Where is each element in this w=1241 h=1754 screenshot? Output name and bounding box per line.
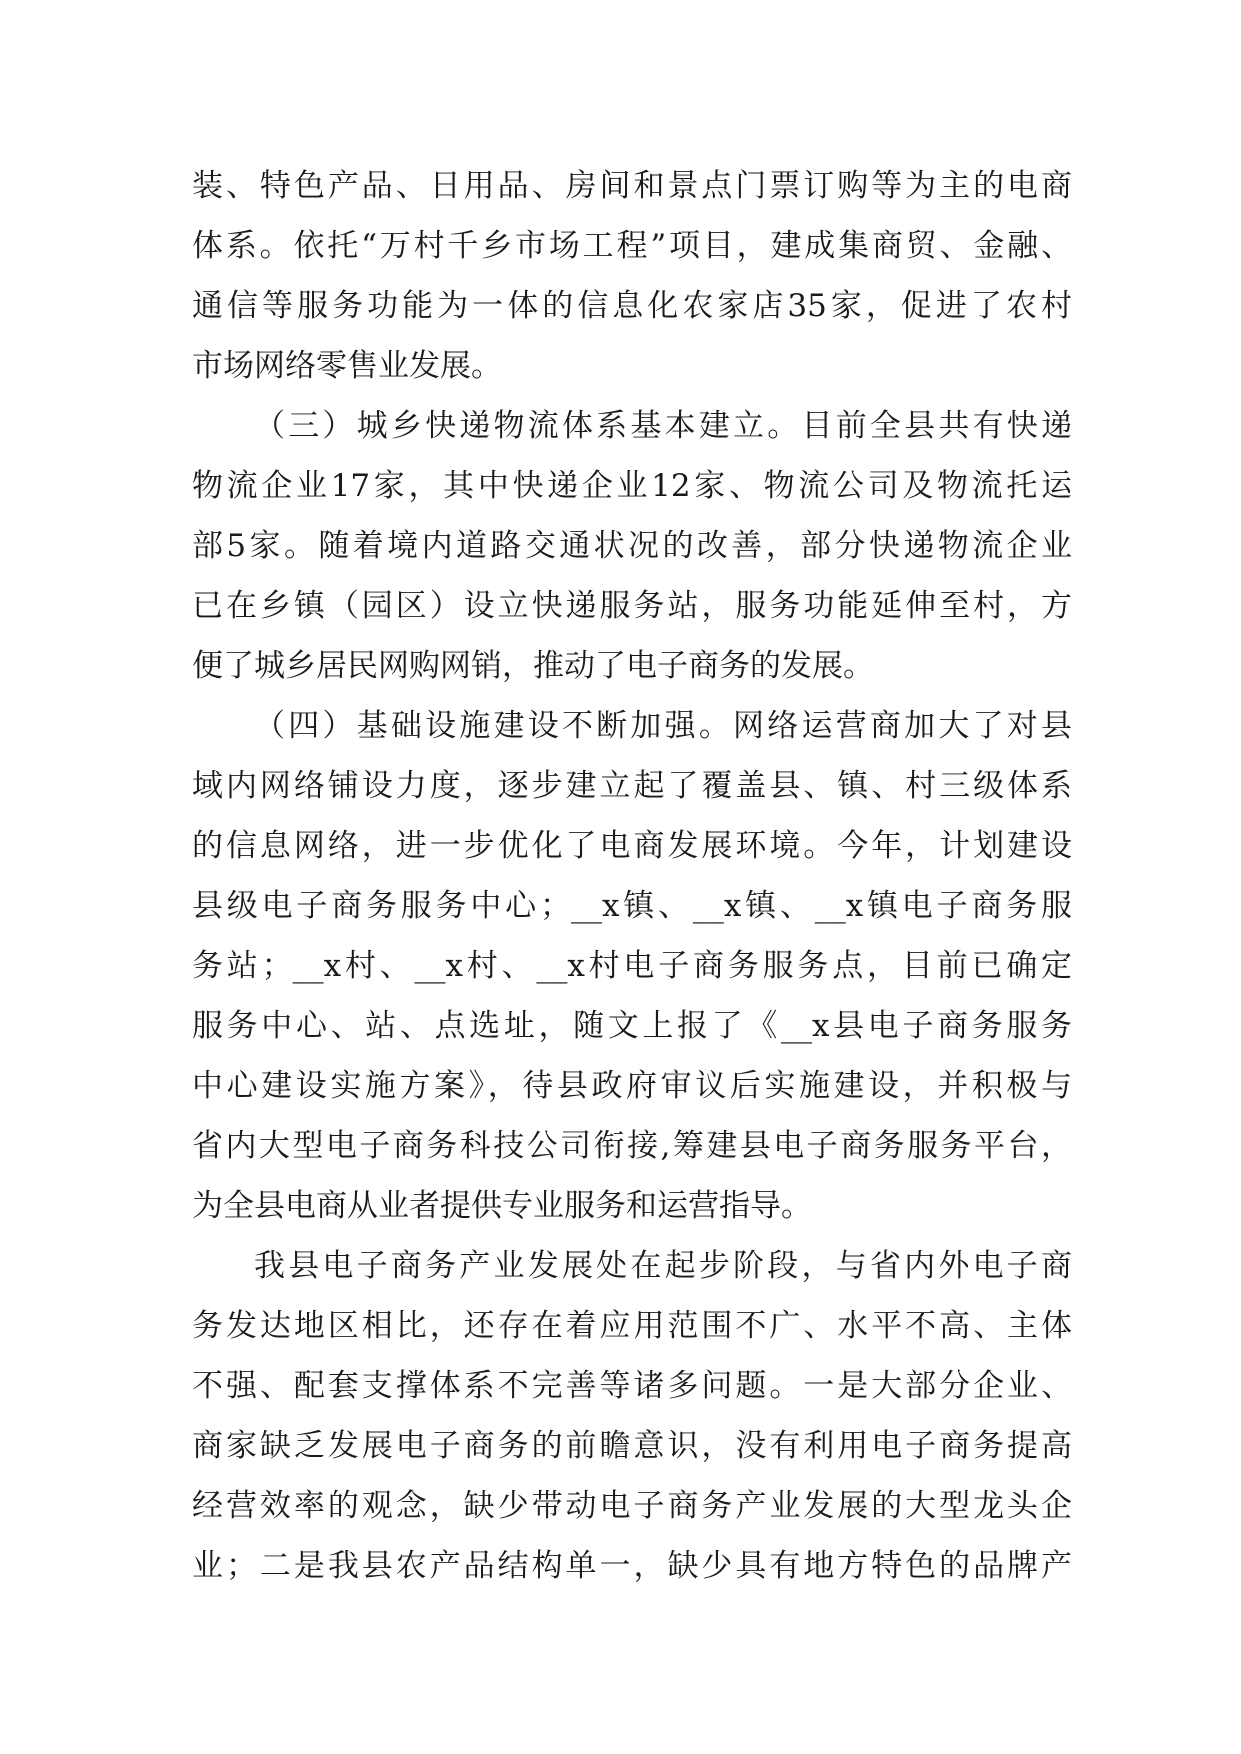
text-line: 的信息网络，进一步优化了电商发展环境。今年，计划建设 <box>192 828 1072 864</box>
text-line: 经营效率的观念，缺少带动电子商务产业发展的大型龙头企 <box>192 1488 1072 1524</box>
text-line: 物流企业17家，其中快递企业12家、物流公司及物流托运 <box>192 468 1072 504</box>
text-line: 务站；__x村、__x村、__x村电子商务服务点，目前已确定 <box>192 948 1072 984</box>
text-line: 市场网络零售业发展。 <box>192 348 502 384</box>
text-line: 服务中心、站、点选址，随文上报了《__x县电子商务服务 <box>192 1008 1072 1044</box>
text-line: 不强、配套支撑体系不完善等诸多问题。一是大部分企业、 <box>192 1368 1072 1404</box>
text-line: 装、特色产品、日用品、房间和景点门票订购等为主的电商 <box>192 168 1072 204</box>
text-line: 便了城乡居民网购网销，推动了电子商务的发展。 <box>192 648 874 684</box>
text-line: 为全县电商从业者提供专业服务和运营指导。 <box>192 1188 812 1224</box>
text-line: 体系。依托“万村千乡市场工程”项目，建成集商贸、金融、 <box>192 228 1072 264</box>
text-line: 已在乡镇（园区）设立快递服务站，服务功能延伸至村，方 <box>192 588 1072 624</box>
text-line: 业；二是我县农产品结构单一，缺少具有地方特色的品牌产 <box>192 1548 1072 1584</box>
text-line: 域内网络铺设力度，逐步建立起了覆盖县、镇、村三级体系 <box>192 768 1072 804</box>
text-line: 通信等服务功能为一体的信息化农家店35家，促进了农村 <box>192 288 1072 324</box>
text-line: 县级电子商务服务中心；__x镇、__x镇、__x镇电子商务服 <box>192 888 1072 924</box>
body-text <box>192 156 1072 1596</box>
text-line: 中心建设实施方案》，待县政府审议后实施建设，并积极与 <box>192 1068 1072 1104</box>
text-line: 我县电子商务产业发展处在起步阶段，与省内外电子商 <box>254 1248 1072 1284</box>
text-line: 部5家。随着境内道路交通状况的改善，部分快递物流企业 <box>192 528 1072 564</box>
text-line: 务发达地区相比，还存在着应用范围不广、水平不高、主体 <box>192 1308 1072 1344</box>
text-line: （三）城乡快递物流体系基本建立。目前全县共有快递 <box>254 408 1072 444</box>
text-line: 商家缺乏发展电子商务的前瞻意识，没有利用电子商务提高 <box>192 1428 1072 1464</box>
text-line: 省内大型电子商务科技公司衔接,筹建县电子商务服务平台， <box>192 1128 1072 1164</box>
text-line: （四）基础设施建设不断加强。网络运营商加大了对县 <box>254 708 1072 744</box>
